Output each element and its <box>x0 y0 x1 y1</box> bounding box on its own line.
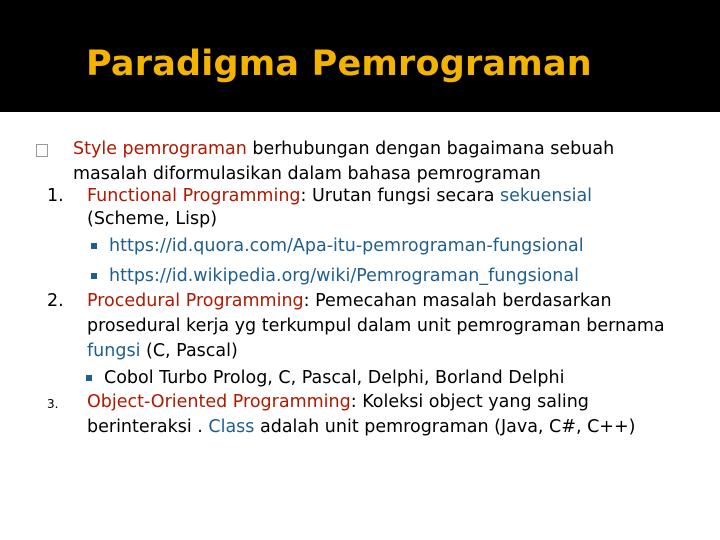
item-2-keyword: Procedural Programming <box>87 291 304 311</box>
item-3-text: : Koleksi object yang saling <box>350 392 589 412</box>
intro-text-1: berhubungan dengan bagaimana sebuah <box>246 139 615 159</box>
link-quora[interactable]: https://id.quora.com/Apa-itu-pemrograman-fungsional <box>109 236 584 256</box>
item-3-blue-word: Class <box>208 417 255 437</box>
item-2-sub: Cobol Turbo Prolog, C, Pascal, Delphi, Borland Delphi <box>104 368 565 388</box>
item-2-marker: 2. <box>47 291 64 311</box>
item-1-line-2: (Scheme, Lisp) <box>87 209 218 229</box>
item-3-text-2b: adalah unit pemrograman (Java, C#, C++) <box>254 417 636 437</box>
item-3-keyword: Object-Oriented Programming <box>87 392 351 412</box>
item-2-blue-word: fungsi <box>87 341 141 361</box>
item-2-text-3: (C, Pascal) <box>140 341 238 361</box>
item-2-line-3 <box>87 340 238 362</box>
slide-title: Paradigma Pemrograman <box>86 44 592 84</box>
item-3-marker: 3. <box>47 397 59 411</box>
item-3-text-2a: berinteraksi . <box>87 417 209 437</box>
item-2-text: : Pemecahan masalah berdasarkan <box>303 291 612 311</box>
square-bullet-icon <box>91 273 97 279</box>
item-1-keyword: Functional Programming <box>87 186 301 206</box>
item-2-line-1 <box>87 290 612 312</box>
checkbox-bullet-icon <box>36 144 48 157</box>
square-bullet-icon <box>86 375 92 381</box>
square-bullet-icon <box>91 243 97 249</box>
item-3-line-1 <box>87 391 589 413</box>
item-1-line-1 <box>87 185 592 207</box>
intro-line-2: masalah diformulasikan dalam bahasa pemrograman <box>73 164 541 184</box>
item-1-marker: 1. <box>47 186 64 206</box>
intro-line-1 <box>73 138 614 160</box>
item-1-blue-word: sekuensial <box>500 186 593 206</box>
item-3-line-2 <box>87 416 635 438</box>
intro-keyword: Style pemrograman <box>73 139 247 159</box>
item-1-text: : Urutan fungsi secara <box>300 186 501 206</box>
link-wikipedia[interactable]: https://id.wikipedia.org/wiki/Pemrograman_fungsional <box>109 266 579 286</box>
item-2-line-2: prosedural kerja yg terkumpul dalam unit pemrograman bernama <box>87 316 665 336</box>
